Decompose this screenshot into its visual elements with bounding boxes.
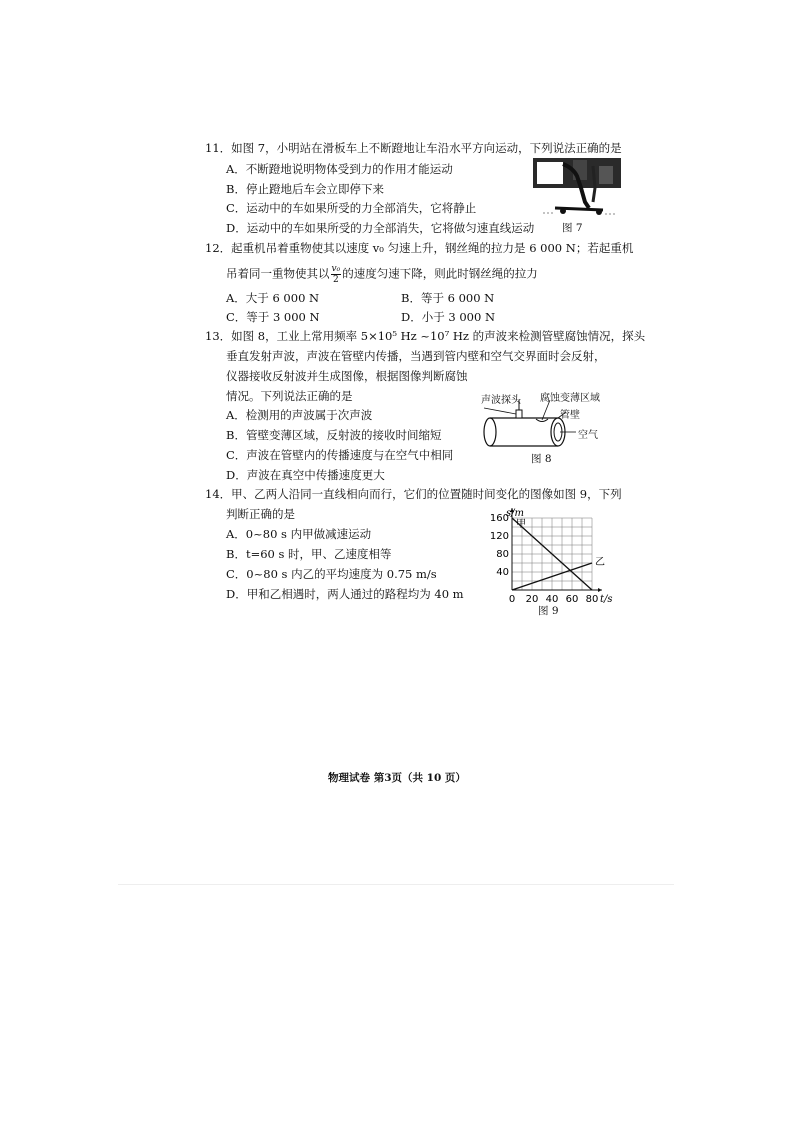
y-tick-label: 160 <box>489 513 509 524</box>
x-tick-label: 0 <box>508 594 516 605</box>
q11-stem: 11．如图 7，小明站在滑板车上不断蹬地让车沿水平方向运动，下列说法正确的是 <box>205 141 622 155</box>
figure-9-caption: 图 9 <box>538 605 559 617</box>
q14-option-c: C．0~80 s 内乙的平均速度为 0.75 m/s <box>226 567 437 581</box>
q13-option-b: B．管壁变薄区域，反射波的接收时间缩短 <box>226 428 442 442</box>
q12-stem-line2-post: 的速度匀速下降，则此时钢丝绳的拉力 <box>342 266 538 281</box>
x-tick-label: 40 <box>545 594 559 605</box>
x-tick-label: 80 <box>585 594 599 605</box>
q13-option-a: A．检测用的声波属于次声波 <box>226 408 373 422</box>
x-axis-label: t/s <box>600 594 613 605</box>
q12-option-c: C．等于 3 000 N <box>226 310 320 324</box>
figure-7-scooter-photo <box>533 158 621 218</box>
q14-stem-line2: 判断正确的是 <box>226 507 295 521</box>
x-axis-arrow <box>598 588 602 592</box>
probe-icon <box>516 410 522 418</box>
q11-option-d: D．运动中的车如果所受的力全部消失，它将做匀速直线运动 <box>226 221 535 235</box>
q12-stem-line2 <box>226 264 538 285</box>
pipe-left-end <box>484 418 496 446</box>
q12-option-a: A．大于 6 000 N <box>226 291 320 305</box>
q13-stem-line2: 垂直发射声波，声波在管壁内传播，当遇到管内壁和空气交界面时会反射， <box>226 349 606 363</box>
velocity-fraction <box>331 264 342 285</box>
label-corrosion: 腐蚀变薄区域 <box>540 393 600 404</box>
q13-option-d: D．声波在真空中传播速度更大 <box>226 468 385 482</box>
label-probe: 声波探头 <box>481 395 521 406</box>
figure-8-caption: 图 8 <box>531 453 552 465</box>
q13-stem-line4: 情况。下列说法正确的是 <box>226 389 353 403</box>
q13-stem-line3: 仪器接收反射波并生成图像，根据图像判断腐蚀 <box>226 369 468 383</box>
q13-stem-line1: 13．如图 8，工业上常用频率 5×10⁵ Hz ~10⁷ Hz 的声波来检测管壁腐蚀情况，探头 <box>205 329 646 343</box>
page-footer: 物理试卷 第3页（共 10 页） <box>328 772 466 784</box>
q12-option-b: B．等于 6 000 N <box>401 291 495 305</box>
fraction-numerator: v₀ <box>331 264 341 274</box>
q12-stem-line1: 12．起重机吊着重物使其以速度 v₀ 匀速上升，钢丝绳的拉力是 6 000 N；若起重机 <box>205 241 634 255</box>
y-tick-label: 80 <box>496 549 509 560</box>
series-label: 甲 <box>516 519 526 530</box>
q12-option-d: D．小于 3 000 N <box>401 310 496 324</box>
x-tick-label: 60 <box>565 594 579 605</box>
fraction-denominator: 2 <box>332 275 339 285</box>
y-tick-label: 120 <box>489 531 509 542</box>
q14-option-b: B．t=60 s 时，甲、乙速度相等 <box>226 547 392 561</box>
figure-9-st-chart <box>488 506 618 606</box>
label-wall: 管壁 <box>560 410 580 421</box>
y-tick-label: 40 <box>496 567 509 578</box>
x-tick-label: 20 <box>525 594 539 605</box>
probe-cable <box>484 408 516 414</box>
label-air: 空气 <box>578 430 598 441</box>
figure-7-caption: 图 7 <box>562 222 583 234</box>
q14-option-a: A．0~80 s 内甲做减速运动 <box>226 527 372 541</box>
q14-option-d: D．甲和乙相遇时，两人通过的路程均为 40 m <box>226 587 464 601</box>
q11-option-c: C．运动中的车如果所受的力全部消失，它将静止 <box>226 201 477 215</box>
q11-option-b: B．停止蹬地后车会立即停下来 <box>226 182 384 196</box>
q14-stem-line1: 14．甲、乙两人沿同一直线相向而行，它们的位置随时间变化的图像如图 9，下列 <box>205 487 622 501</box>
q11-option-a: A．不断蹬地说明物体受到力的作用才能运动 <box>226 162 453 176</box>
q12-stem-line2-pre: 吊着同一重物使其以 <box>226 266 330 281</box>
series-label: 乙 <box>595 557 605 568</box>
q13-option-c: C．声波在管壁内的传播速度与在空气中相同 <box>226 448 454 462</box>
y-axis-label: s/m <box>506 508 524 519</box>
bottom-divider <box>118 884 674 885</box>
